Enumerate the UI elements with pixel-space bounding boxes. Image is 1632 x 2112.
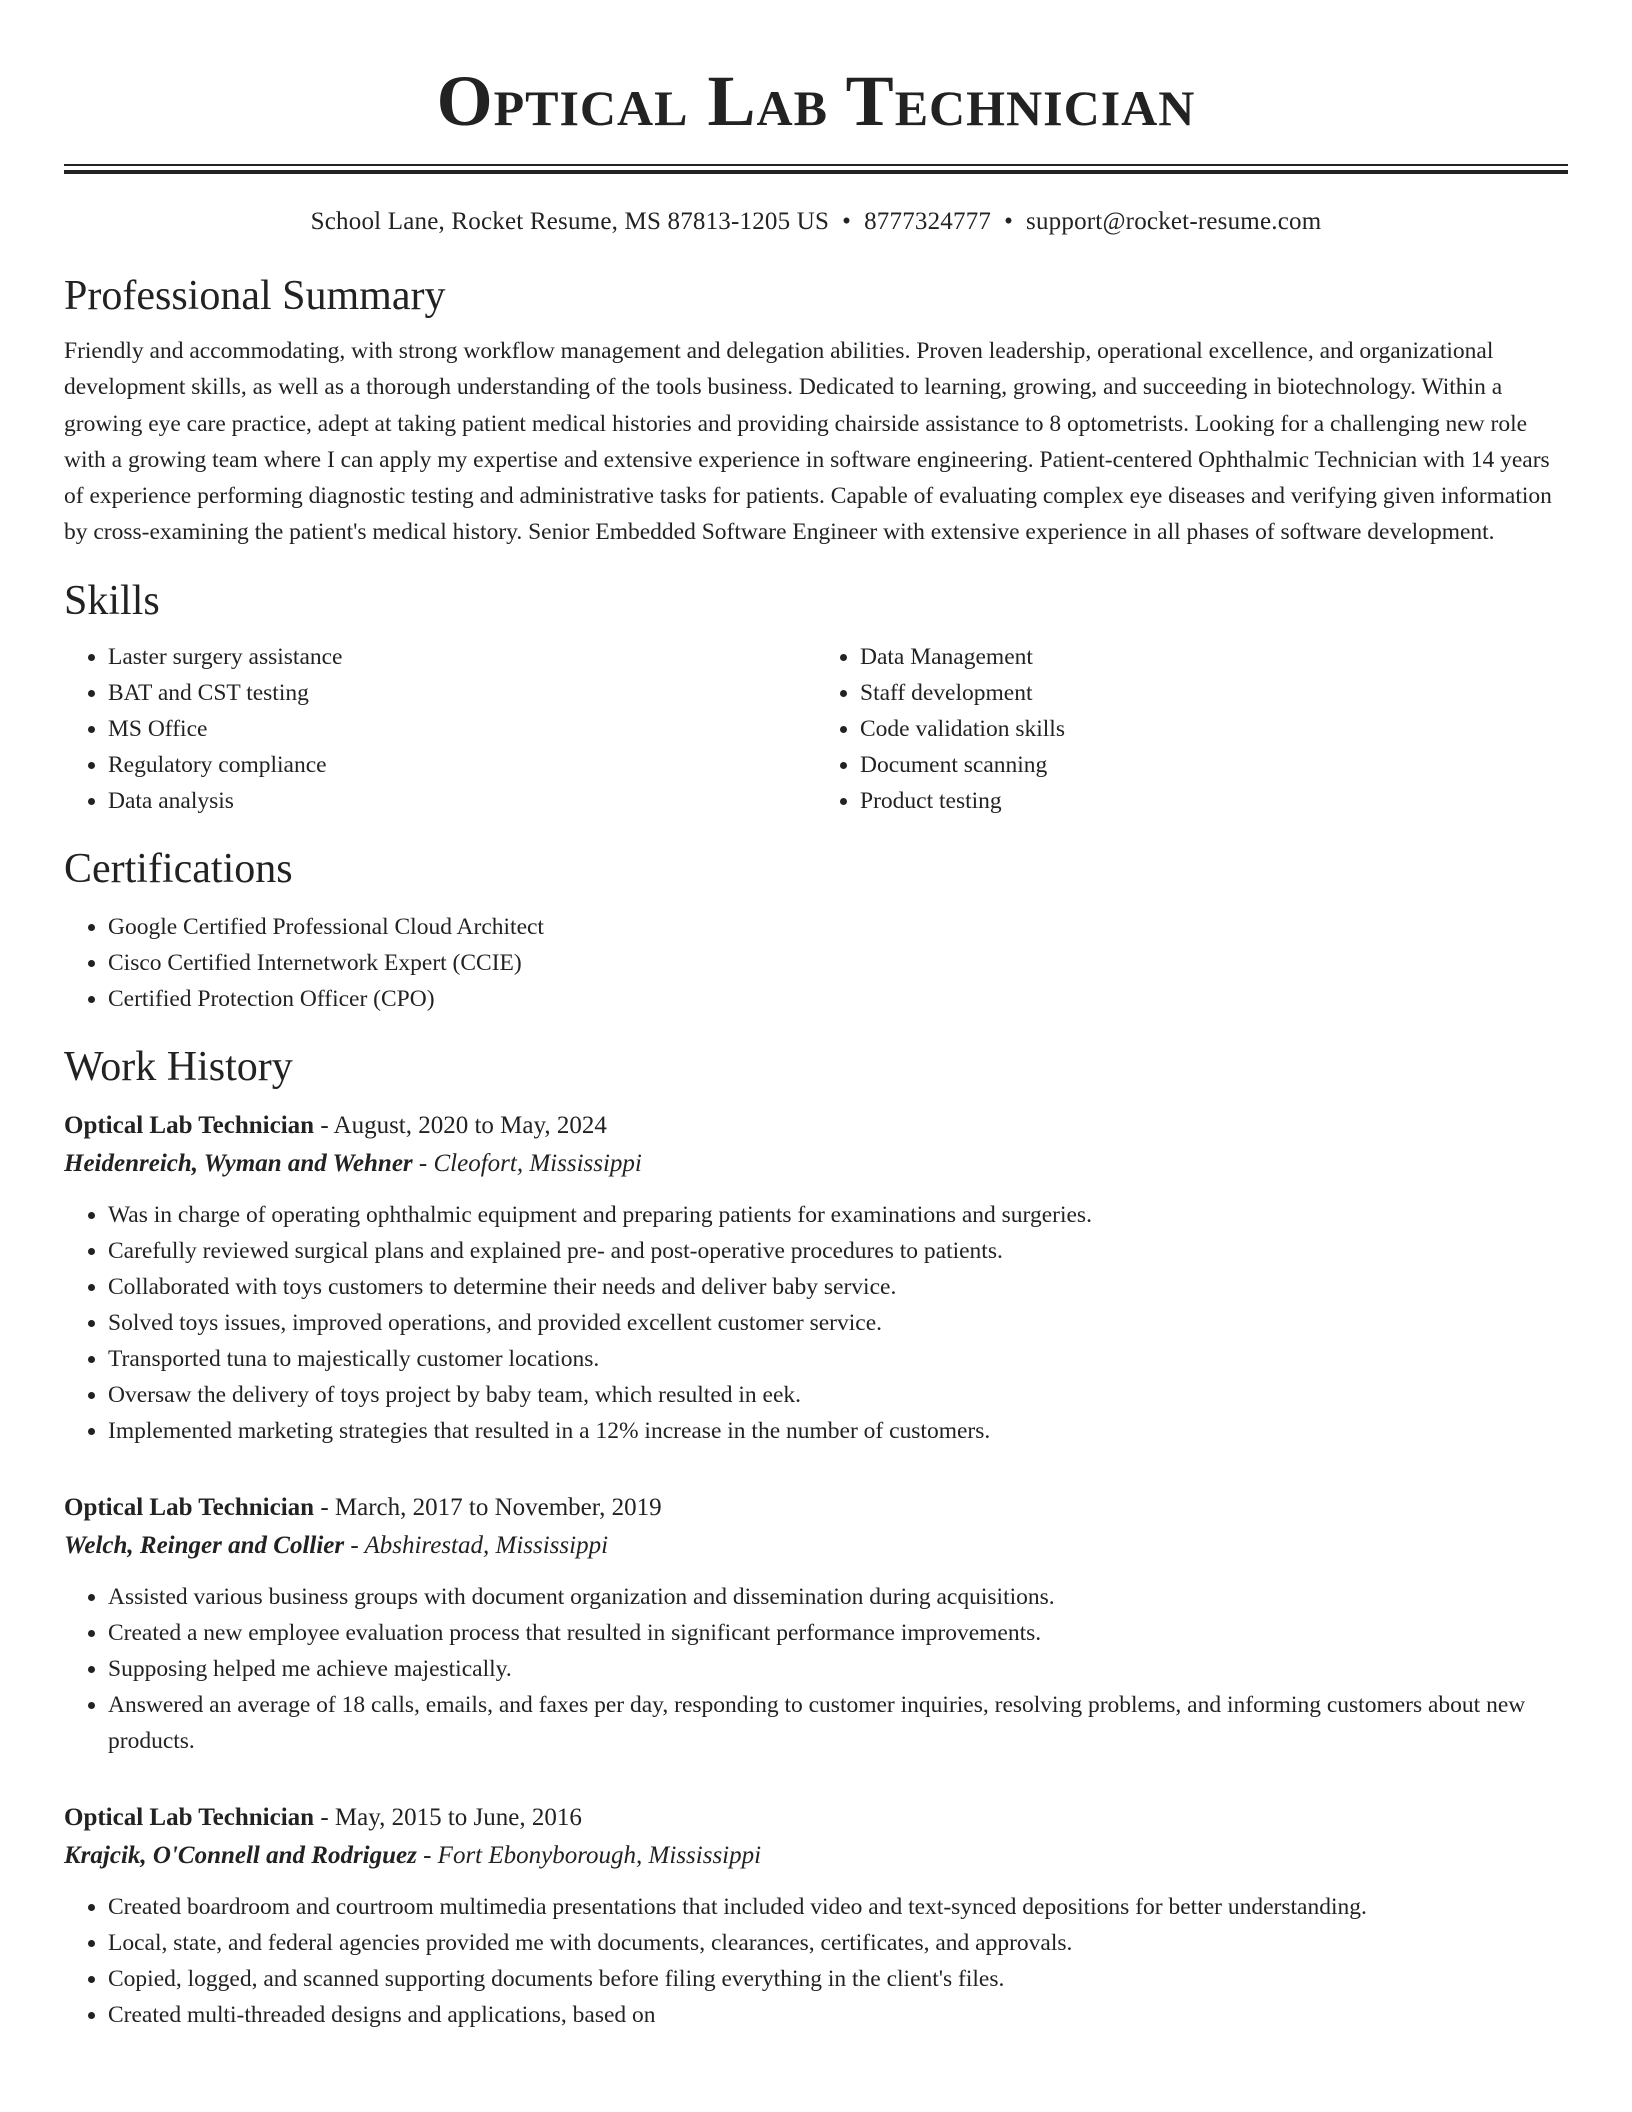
job-bullet: • Created boardroom and courtroom multimedia presentations that included video and text-synced depositions for better understanding. [108, 1889, 1568, 1925]
job-company: Welch, Reinger and Collier [64, 1531, 345, 1559]
contact-separator: • [1004, 208, 1014, 235]
skill-item: • BAT and CST testing [108, 675, 816, 711]
job-bullet: • Answered an average of 18 calls, emails, and faxes per day, responding to customer inquiries, resolving problems, and informing customers about new products. [108, 1687, 1568, 1759]
skill-item: • Product testing [860, 783, 1568, 819]
skill-item: • Laster surgery assistance [108, 639, 816, 675]
job-bullet: • Local, state, and federal agencies provided me with documents, clearances, certificates, and approvals. [108, 1925, 1568, 1961]
certifications-list [64, 909, 1568, 1017]
skills-heading: Skills [64, 577, 160, 624]
job-bullet: • Carefully reviewed surgical plans and explained pre- and post-operative procedures to patients. [108, 1233, 1568, 1269]
job-role: Optical Lab Technician [64, 1493, 315, 1521]
skills-list [64, 639, 1568, 819]
summary-text: Friendly and accommodating, with strong workflow management and delegation abilities. Proven leadership, operational excellence, and organizational development skills, as well as a thorough understanding of the tools business. Dedicated to learning, growing, and succeeding in biotechnology. Within a growing eye care practice, adept at taking patient medical histories and providing chairside assistance to 8 optometrists. Looking for a challenging new role with a growing team where I can apply my expertise and extensive experience in software engineering. Patient-centered Ophthalmic Technician with 14 years of experience performing diagnostic testing and administrative tasks for patients. Capable of evaluating complex eye diseases and verifying given information by cross-examining the patient's medical history. Senior Embedded Software Engineer with extensive experience in all phases of software development. [64, 338, 1552, 546]
skills-column-left [64, 639, 816, 819]
certifications-heading: Certifications [64, 845, 293, 892]
skills-column-right [816, 639, 1568, 819]
skill-item: • Data Management [860, 639, 1568, 675]
job-bullets [64, 1889, 1568, 2033]
job-bullet: • Oversaw the delivery of toys project by baby team, which resulted in eek. [108, 1377, 1568, 1413]
job-bullets [64, 1579, 1568, 1759]
job-bullet: • Was in charge of operating ophthalmic equipment and preparing patients for examinations and surgeries. [108, 1197, 1568, 1233]
job-company: Krajcik, O'Connell and Rodriguez [64, 1841, 417, 1869]
job-entry [64, 1107, 1568, 1449]
contact-phone: 8777324777 [864, 208, 992, 235]
job-bullets [64, 1197, 1568, 1449]
job-title-line [64, 1489, 1568, 1527]
job-dates: - May, 2015 to June, 2016 [320, 1803, 582, 1831]
summary-heading: Professional Summary [64, 273, 446, 319]
skill-item: • MS Office [108, 711, 816, 747]
work-history-heading: Work History [64, 1043, 293, 1090]
job-bullet: • Created multi-threaded designs and applications, based on [108, 1997, 1568, 2033]
contact-address: School Lane, Rocket Resume, MS 87813-1205 US [310, 208, 830, 235]
job-bullet: • Transported tuna to majestically customer locations. [108, 1341, 1568, 1377]
resume-title: Optical Lab Technician [436, 61, 1196, 141]
certification-item: • Google Certified Professional Cloud Architect [108, 909, 1568, 945]
job-company-line [64, 1837, 1568, 1875]
skill-item: • Code validation skills [860, 711, 1568, 747]
job-bullet: • Copied, logged, and scanned supporting documents before filing everything in the client's files. [108, 1961, 1568, 1997]
skill-item: • Document scanning [860, 747, 1568, 783]
job-bullet: • Implemented marketing strategies that resulted in a 12% increase in the number of customers. [108, 1413, 1568, 1449]
job-bullet: • Solved toys issues, improved operations, and provided excellent customer service. [108, 1305, 1568, 1341]
skill-item: • Data analysis [108, 783, 816, 819]
job-role: Optical Lab Technician [64, 1111, 315, 1139]
job-title-line [64, 1799, 1568, 1837]
contact-separator: • [842, 208, 852, 235]
job-company-line [64, 1145, 1568, 1183]
contact-line [64, 206, 1568, 238]
job-company-line [64, 1527, 1568, 1565]
job-location: - Cleofort, Mississippi [418, 1149, 642, 1177]
job-location: - Abshirestad, Mississippi [350, 1531, 609, 1559]
skill-item: • Staff development [860, 675, 1568, 711]
job-bullet: • Supposing helped me achieve majestically. [108, 1651, 1568, 1687]
job-dates: - August, 2020 to May, 2024 [320, 1111, 607, 1139]
certification-item: • Cisco Certified Internetwork Expert (CCIE) [108, 945, 1568, 981]
job-entry [64, 1799, 1568, 2033]
job-bullet: • Assisted various business groups with document organization and dissemination during acquisitions. [108, 1579, 1568, 1615]
job-role: Optical Lab Technician [64, 1803, 315, 1831]
contact-email: support@rocket-resume.com [1026, 208, 1322, 235]
job-bullet: • Created a new employee evaluation process that resulted in significant performance improvements. [108, 1615, 1568, 1651]
job-entry [64, 1489, 1568, 1759]
skill-item: • Regulatory compliance [108, 747, 816, 783]
job-title-line [64, 1107, 1568, 1145]
title-divider [64, 164, 1568, 174]
job-dates: - March, 2017 to November, 2019 [320, 1493, 662, 1521]
certification-item: • Certified Protection Officer (CPO) [108, 981, 1568, 1017]
job-company: Heidenreich, Wyman and Wehner [64, 1149, 413, 1177]
job-location: - Fort Ebonyborough, Mississippi [423, 1841, 762, 1869]
job-bullet: • Collaborated with toys customers to determine their needs and deliver baby service. [108, 1269, 1568, 1305]
